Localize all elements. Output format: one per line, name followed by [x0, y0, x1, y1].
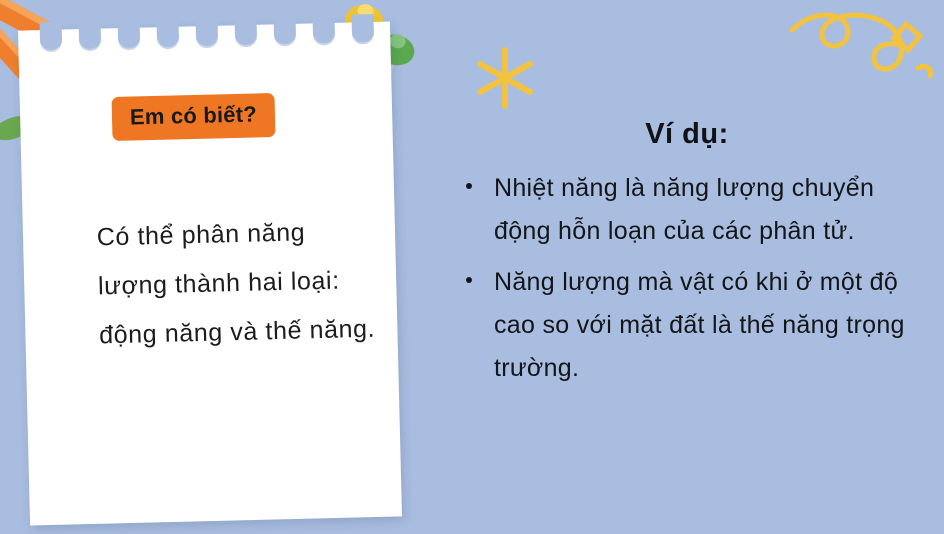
- examples-title: Ví dụ:: [645, 118, 729, 150]
- examples-section: [452, 118, 922, 398]
- note-badge: Em có biết?: [111, 93, 275, 141]
- list-item: [452, 167, 922, 253]
- bullet-dot-icon: [466, 183, 472, 189]
- list-item: [452, 261, 922, 390]
- examples-list: [452, 167, 922, 390]
- list-item-text: Năng lượng mà vật có khi ở một độ cao so với mặt đất là thế năng trọng trường.: [494, 268, 905, 382]
- bullet-dot-icon: [466, 277, 472, 283]
- list-item-text: Nhiệt năng là năng lượng chuyển động hỗn loạn của các phân tử.: [494, 174, 875, 245]
- ribbon-swirl-icon: [788, 6, 938, 106]
- star-burst-icon: [470, 44, 540, 114]
- note-body-text: Có thể phân năng lượng thành hai loại: động năng và thế năng.: [96, 218, 376, 349]
